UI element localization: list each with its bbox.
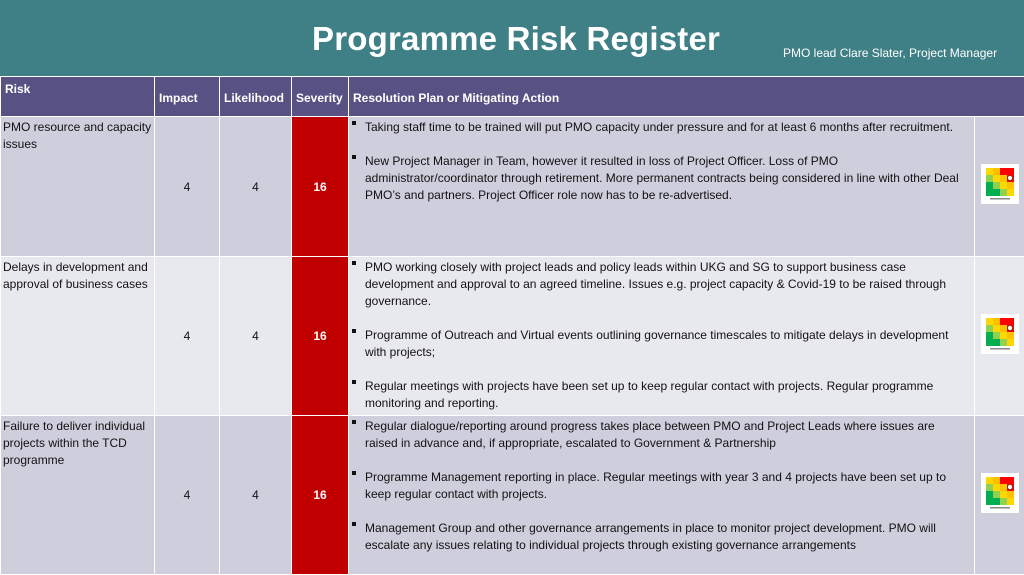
action-item: Management Group and other governance arrangements in place to monitor project development. PMO will escalate any issues relating to individual projects through existing governance arrangements [351,520,970,554]
matrix-cell [975,416,1024,575]
table-row [1,257,1024,416]
table-row [1,117,1024,257]
risk-heatmap-icon [981,473,1019,513]
actions-cell [349,117,975,257]
impact-cell: 4 [155,416,220,575]
action-item: Regular meetings with projects have been set up to keep regular contact with projects. Regular programme monitoring and reporting. [351,378,970,412]
action-item: Programme Management reporting in place. Regular meetings with year 3 and 4 projects have been set up to keep regular contact with projects. [351,469,970,503]
table-header-row [1,77,1024,117]
risk-heatmap-icon [981,314,1019,354]
severity-cell: 16 [292,416,349,575]
risk-heatmap-icon [981,164,1019,204]
action-item: Programme of Outreach and Virtual events outlining governance timescales to mitigate delays in development with projects; [351,327,970,361]
likelihood-cell: 4 [220,416,292,575]
header-risk: Risk [1,77,155,117]
header-bar [0,0,1024,76]
severity-cell: 16 [292,117,349,257]
likelihood-cell: 4 [220,257,292,416]
risk-cell: Delays in development and approval of business cases [1,257,155,416]
actions-cell [349,257,975,416]
header-impact: Impact [155,77,220,117]
action-item: New Project Manager in Team, however it resulted in loss of Project Officer. Loss of PMO administrator/coordinator through retirement. More permanent contracts being considered in line with other Deal PMO’s and partners. Project Officer role now has to be re-advertised. [351,153,970,204]
impact-cell: 4 [155,117,220,257]
impact-cell: 4 [155,257,220,416]
header-resolution: Resolution Plan or Mitigating Action [349,77,1024,117]
risk-cell: Failure to deliver individual projects within the TCD programme [1,416,155,575]
risk-cell: PMO resource and capacity issues [1,117,155,257]
risk-register-table [0,76,1024,575]
page-title: Programme Risk Register [312,20,721,57]
header-severity: Severity [292,77,349,117]
action-item: PMO working closely with project leads and policy leads within UKG and SG to support business case development and approval to an agreed timeline. Issues e.g. project capacity & Covid-19 to be raised through governance. [351,259,970,310]
actions-cell [349,416,975,575]
likelihood-cell: 4 [220,117,292,257]
pmo-lead-label: PMO lead Clare Slater, Project Manager [783,46,998,60]
action-item: Regular dialogue/reporting around progress takes place between PMO and Project Leads where issues are raised in advance and, if appropriate, escalated to Government & Partnership [351,418,970,452]
header-likelihood: Likelihood [220,77,292,117]
table-row [1,416,1024,575]
severity-cell: 16 [292,257,349,416]
matrix-cell [975,257,1024,416]
action-item: Taking staff time to be trained will put PMO capacity under pressure and for at least 6 months after recruitment. [351,119,970,136]
matrix-cell [975,117,1024,257]
